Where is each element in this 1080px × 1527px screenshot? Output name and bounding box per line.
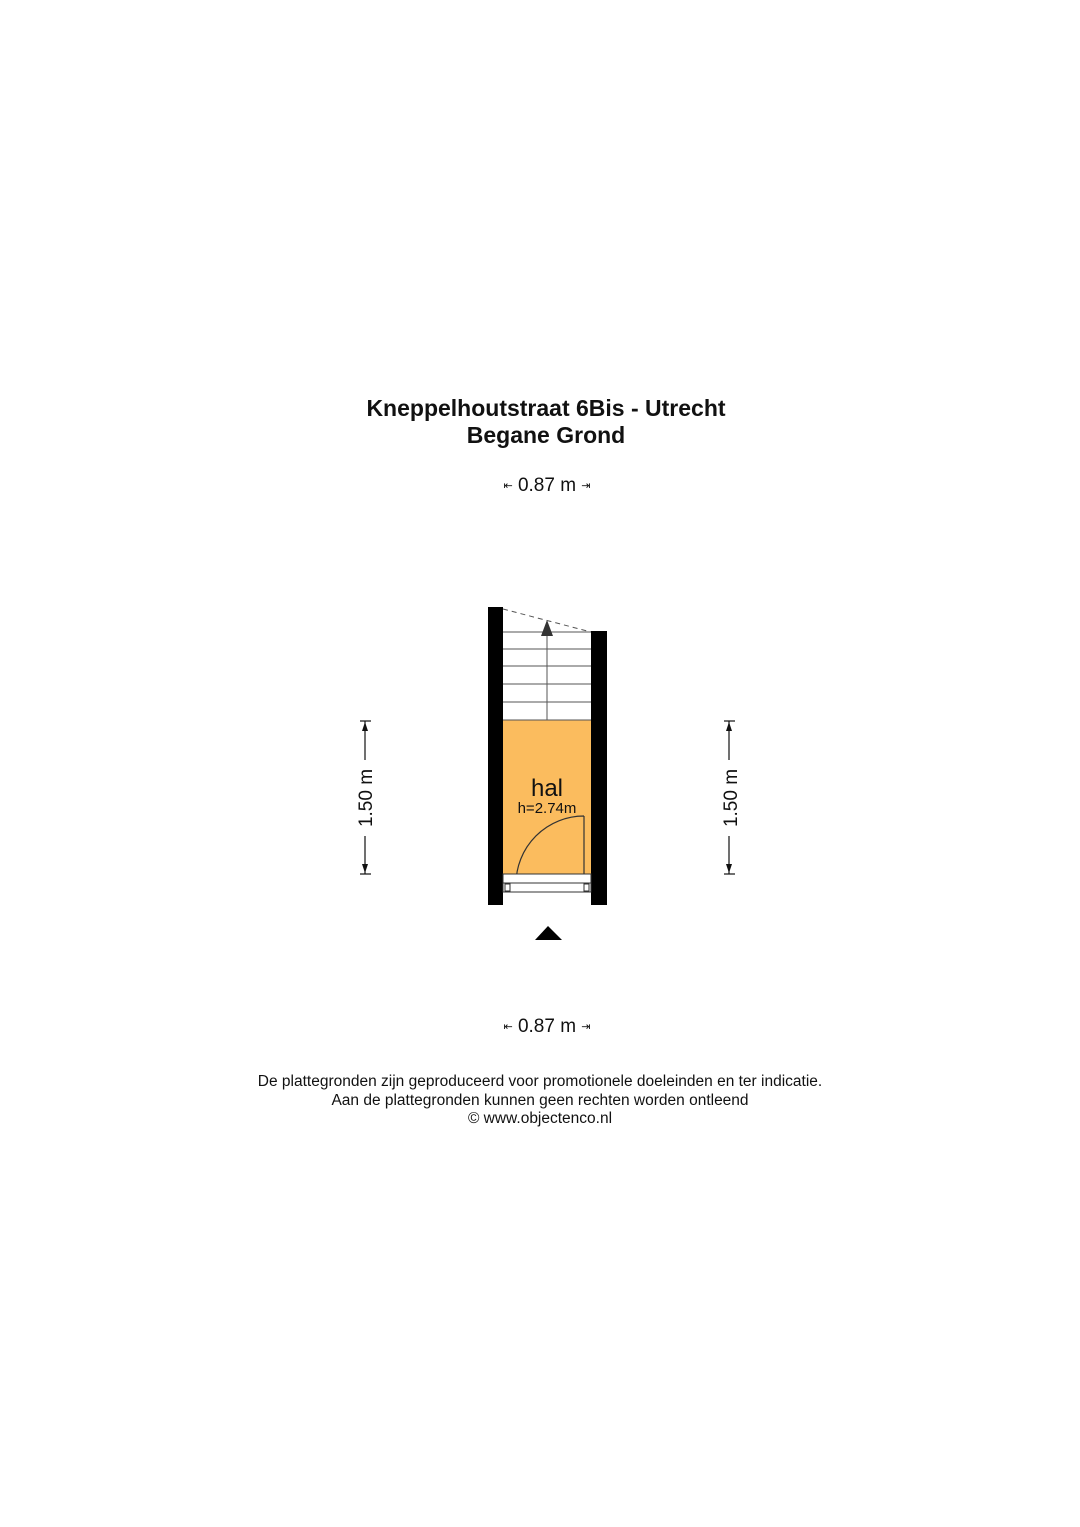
- room-name: hal: [530, 775, 564, 802]
- dimension-arrow-right-icon: ⇥: [581, 1021, 591, 1033]
- disclaimer-line-1: De plattegronden zijn geproduceerd voor promotionele doeleinden en ter indicatie.: [257, 1073, 823, 1090]
- disclaimer-line-2: Aan de plattegronden kunnen geen rechten worden ontleend: [331, 1092, 749, 1109]
- dimension-left-arrow-bottom-icon: [362, 864, 368, 873]
- entrance-arrow-icon: [535, 926, 562, 940]
- dimension-right-arrow-bottom-icon: [726, 864, 732, 873]
- staircase: [503, 632, 591, 720]
- dimension-arrow-right-icon: ⇥: [581, 480, 591, 492]
- dimension-bottom-label: 0.87 m: [517, 1016, 577, 1037]
- wall-right: [591, 631, 607, 905]
- wall-left: [488, 607, 503, 905]
- dimension-left-arrow-top-icon: [362, 722, 368, 731]
- dimension-arrow-left-icon: ⇤: [503, 1021, 513, 1033]
- plan-title-address: Kneppelhoutstraat 6Bis - Utrecht: [366, 395, 726, 421]
- copyright-link[interactable]: © www.objectenco.nl: [467, 1110, 613, 1127]
- plan-title-floor: Begane Grond: [466, 422, 626, 448]
- room-height: h=2.74m: [517, 800, 577, 817]
- stair-direction-arrow-icon: [541, 620, 553, 636]
- dimension-left-label: 1.50 m: [356, 768, 377, 828]
- dimension-top-label: 0.87 m: [517, 475, 577, 496]
- door-threshold: [503, 874, 591, 892]
- dimension-bottom: [0, 1016, 1080, 1038]
- dimension-arrow-left-icon: ⇤: [503, 480, 513, 492]
- dimension-right-label: 1.50 m: [721, 768, 742, 828]
- dimension-right-arrow-top-icon: [726, 722, 732, 731]
